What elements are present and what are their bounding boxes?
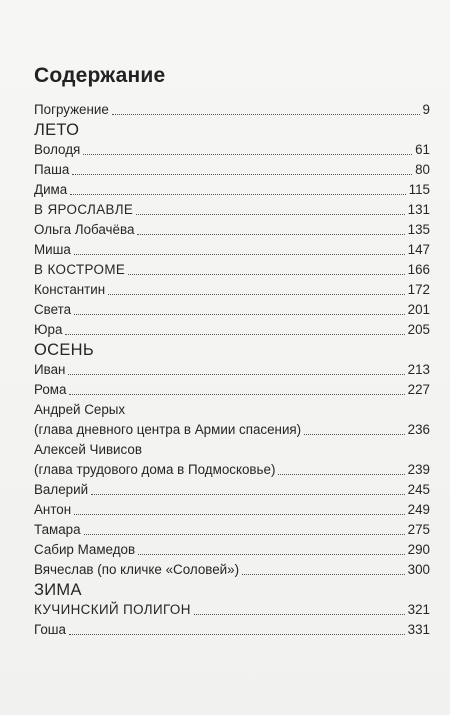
entry-title: Вячеслав (по кличке «Соловей») bbox=[34, 562, 240, 577]
dot-leader bbox=[69, 394, 404, 395]
dot-leader bbox=[138, 554, 405, 555]
toc-entry bbox=[34, 320, 430, 340]
entry-title: Константин bbox=[34, 282, 106, 297]
entry-title: Паша bbox=[34, 162, 70, 177]
entry-title: Света bbox=[34, 302, 72, 317]
section-title: ОСЕНЬ bbox=[34, 341, 94, 359]
toc-entry bbox=[34, 380, 430, 400]
entry-title: Дима bbox=[34, 182, 68, 197]
page-number: 290 bbox=[407, 542, 430, 557]
toc-section-heading bbox=[34, 340, 430, 360]
toc-entry bbox=[34, 160, 430, 180]
toc-section-heading bbox=[34, 580, 430, 600]
dot-leader bbox=[72, 174, 412, 175]
page-number: 166 bbox=[407, 262, 430, 277]
entry-title: Погружение bbox=[34, 102, 109, 117]
entry-title: Алексей Чивисов bbox=[34, 442, 142, 457]
entry-title: Юра bbox=[34, 322, 63, 337]
dot-leader bbox=[278, 474, 404, 475]
page-number: 245 bbox=[407, 482, 430, 497]
page-number: 275 bbox=[407, 522, 430, 537]
entry-title: Володя bbox=[34, 142, 81, 157]
toc-entry bbox=[34, 500, 430, 520]
entry-title: Валерий bbox=[34, 482, 89, 497]
entry-title: Гоша bbox=[34, 622, 66, 637]
toc-entry bbox=[34, 540, 430, 560]
dot-leader bbox=[128, 274, 404, 275]
entry-title: Ольга Лобачёва bbox=[34, 222, 135, 237]
entry-title: Миша bbox=[34, 242, 71, 257]
page-number: 205 bbox=[407, 322, 430, 337]
toc-entry bbox=[34, 600, 430, 620]
entry-title: КУЧИНСКИЙ ПОЛИГОН bbox=[34, 602, 191, 617]
entry-title: Иван bbox=[34, 362, 66, 377]
page-number: 147 bbox=[407, 242, 430, 257]
toc-entry bbox=[34, 260, 430, 280]
page-number: 321 bbox=[407, 602, 430, 617]
page-number: 201 bbox=[407, 302, 430, 317]
entry-title: Тамара bbox=[34, 522, 81, 537]
dot-leader bbox=[68, 374, 404, 375]
page-number: 331 bbox=[407, 622, 430, 637]
dot-leader bbox=[69, 634, 405, 635]
page-number: 135 bbox=[407, 222, 430, 237]
toc-entry bbox=[34, 300, 430, 320]
toc-entry bbox=[34, 100, 430, 120]
entry-title: Сабир Мамедов bbox=[34, 542, 136, 557]
dot-leader bbox=[65, 334, 404, 335]
entry-title: Антон bbox=[34, 502, 72, 517]
table-of-contents bbox=[34, 100, 430, 640]
section-title: ЗИМА bbox=[34, 581, 82, 599]
page-number: 131 bbox=[407, 202, 430, 217]
page-number: 249 bbox=[407, 502, 430, 517]
dot-leader bbox=[74, 514, 405, 515]
dot-leader bbox=[112, 114, 420, 115]
dot-leader bbox=[74, 314, 405, 315]
toc-entry bbox=[34, 140, 430, 160]
page-number: 227 bbox=[407, 382, 430, 397]
toc-entry bbox=[34, 460, 430, 480]
toc-entry bbox=[34, 420, 430, 440]
entry-title: В ЯРОСЛАВЛЕ bbox=[34, 202, 134, 217]
dot-leader bbox=[83, 154, 412, 155]
dot-leader bbox=[74, 254, 405, 255]
entry-title: (глава трудового дома в Подмосковье) bbox=[34, 462, 276, 477]
page-number: 115 bbox=[408, 182, 430, 197]
dot-leader bbox=[136, 214, 404, 215]
toc-entry bbox=[34, 360, 430, 380]
toc-entry-label bbox=[34, 440, 430, 460]
dot-leader bbox=[304, 434, 405, 435]
entry-title: В КОСТРОМЕ bbox=[34, 262, 126, 277]
toc-entry bbox=[34, 180, 430, 200]
toc-section-heading bbox=[34, 120, 430, 140]
page-number: 300 bbox=[407, 562, 430, 577]
page-number: 239 bbox=[407, 462, 430, 477]
entry-title: Рома bbox=[34, 382, 67, 397]
toc-entry bbox=[34, 480, 430, 500]
dot-leader bbox=[91, 494, 405, 495]
dot-leader bbox=[137, 234, 404, 235]
page-number: 236 bbox=[407, 422, 430, 437]
toc-entry bbox=[34, 520, 430, 540]
toc-entry-label bbox=[34, 400, 430, 420]
dot-leader bbox=[84, 534, 405, 535]
toc-entry bbox=[34, 620, 430, 640]
toc-entry bbox=[34, 560, 430, 580]
page-number: 172 bbox=[407, 282, 430, 297]
page-number: 9 bbox=[422, 102, 430, 117]
dot-leader bbox=[108, 294, 404, 295]
page-number: 80 bbox=[415, 162, 430, 177]
toc-entry bbox=[34, 240, 430, 260]
section-title: ЛЕТО bbox=[34, 121, 80, 139]
entry-title: Андрей Серых bbox=[34, 402, 126, 417]
toc-entry bbox=[34, 220, 430, 240]
toc-entry bbox=[34, 200, 430, 220]
dot-leader bbox=[194, 614, 405, 615]
page-number: 61 bbox=[415, 142, 430, 157]
dot-leader bbox=[242, 574, 405, 575]
page-number: 213 bbox=[407, 362, 430, 377]
entry-title: (глава дневного центра в Армии спасения) bbox=[34, 422, 302, 437]
dot-leader bbox=[70, 194, 405, 195]
toc-entry bbox=[34, 280, 430, 300]
page-title: Содержание bbox=[34, 64, 166, 87]
